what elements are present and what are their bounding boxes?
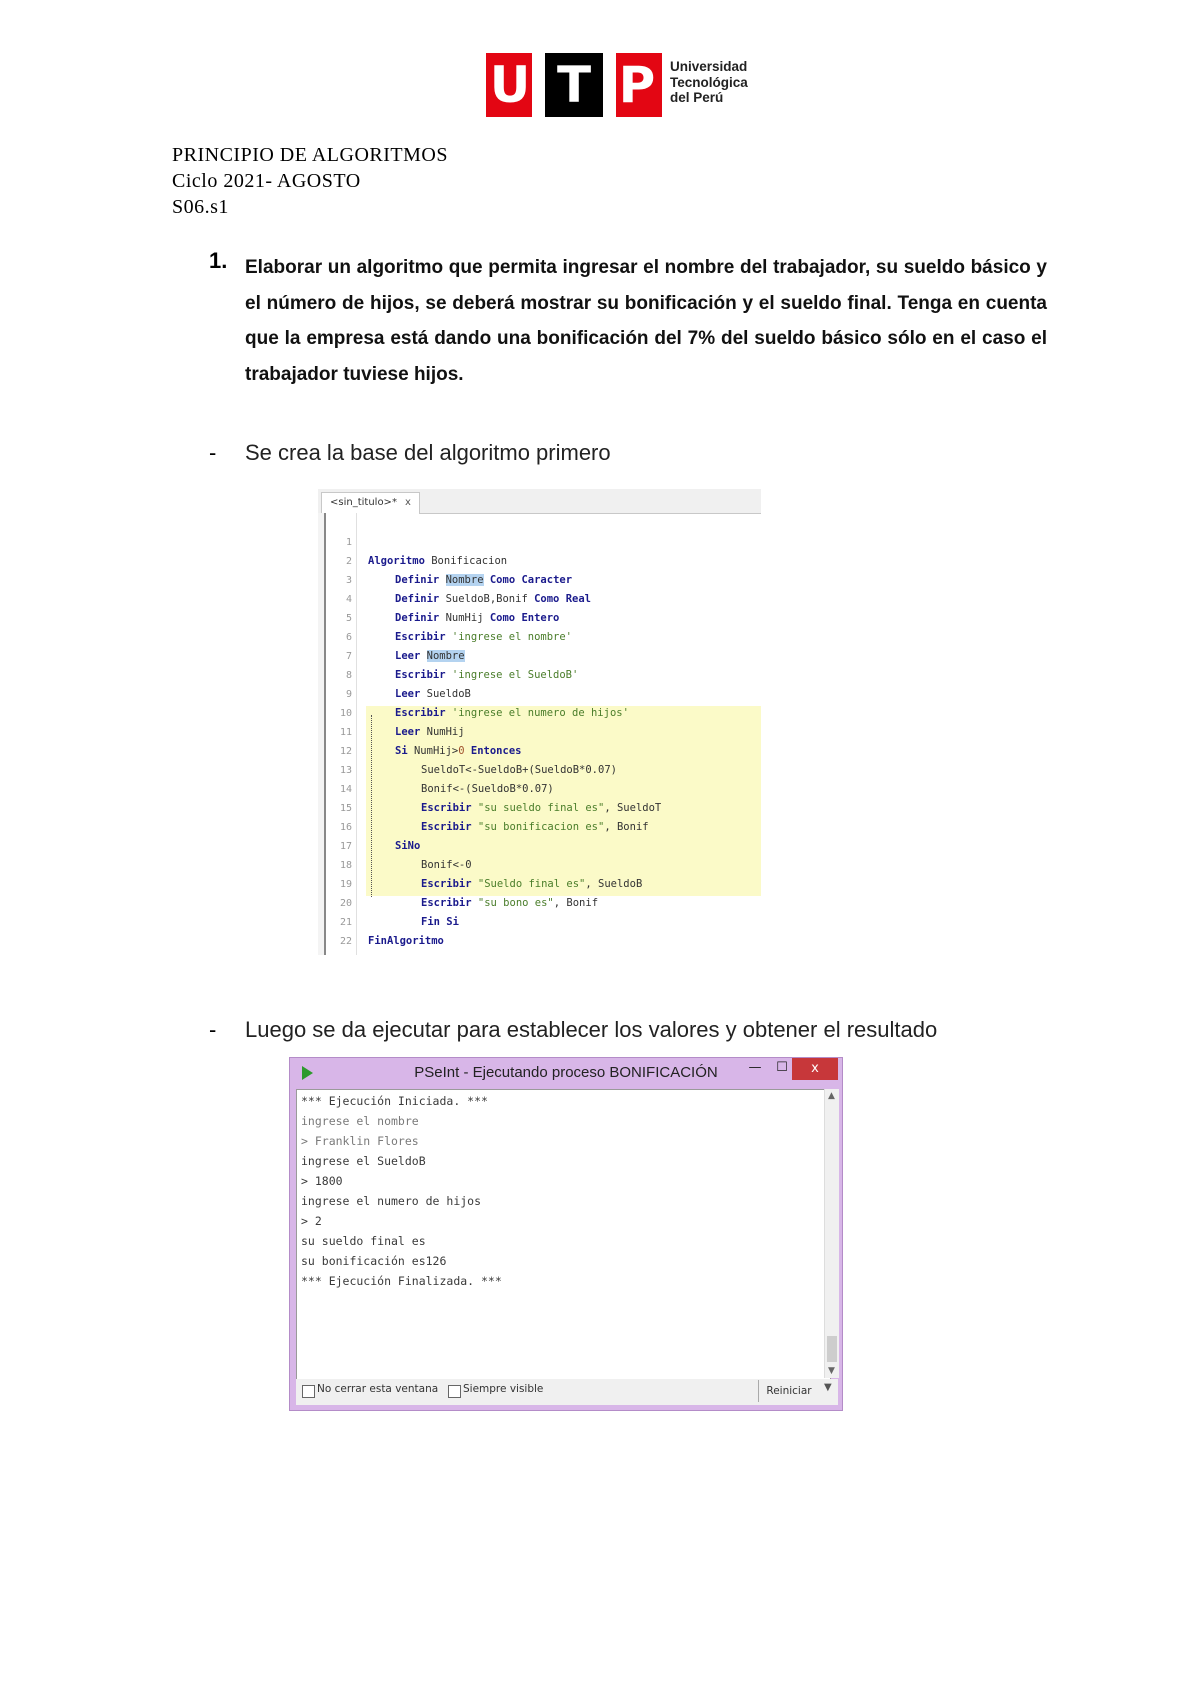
code-keyword: Como Entero bbox=[489, 612, 560, 624]
code-keyword: Escribir bbox=[421, 878, 472, 890]
editor-tab-bar bbox=[318, 489, 761, 514]
line-number: 19 bbox=[339, 879, 352, 890]
window-titlebar[interactable] bbox=[290, 1058, 842, 1088]
console-line: > Franklin Flores bbox=[301, 1134, 419, 1148]
course-title: PRINCIPIO DE ALGORITMOS bbox=[172, 144, 448, 166]
console-line: > 2 bbox=[301, 1214, 322, 1228]
bullet-dash: - bbox=[209, 440, 217, 465]
code-keyword: Como Real bbox=[534, 593, 591, 605]
code-string: "su bonificacion es" bbox=[471, 821, 605, 833]
code-line bbox=[318, 514, 761, 567]
console-line: > 1800 bbox=[301, 1174, 343, 1188]
code-string: 'ingrese el numero de hijos' bbox=[445, 707, 629, 719]
console-line: su bonificación es126 bbox=[301, 1254, 447, 1268]
line-number: 2 bbox=[345, 556, 352, 567]
line-number: 7 bbox=[345, 651, 352, 662]
line-number: 14 bbox=[339, 784, 352, 795]
line-number: 12 bbox=[339, 746, 352, 757]
chevron-up-icon[interactable]: ▲ bbox=[828, 1091, 835, 1101]
line-number: 3 bbox=[345, 575, 352, 586]
line-number: 13 bbox=[339, 765, 352, 776]
code-text: NumHij bbox=[439, 612, 490, 624]
line-number: 4 bbox=[345, 594, 352, 605]
cycle-label: Ciclo 2021- AGOSTO bbox=[172, 170, 361, 192]
keep-open-checkbox[interactable] bbox=[302, 1385, 315, 1398]
code-keyword: Escribir bbox=[395, 707, 446, 719]
code-keyword: Escribir bbox=[421, 897, 472, 909]
tab-sin-titulo[interactable] bbox=[321, 492, 420, 514]
code-text: SueldoB,Bonif bbox=[439, 593, 535, 605]
always-visible-label[interactable]: Siempre visible bbox=[463, 1383, 544, 1395]
close-icon[interactable]: x bbox=[404, 497, 411, 508]
code-string: 'ingrese el nombre' bbox=[445, 631, 573, 643]
chevron-down-icon[interactable]: ▼ bbox=[824, 1382, 832, 1393]
logo-university-name bbox=[662, 59, 748, 106]
minimize-button[interactable]: — bbox=[748, 1060, 762, 1075]
keep-open-label[interactable]: No cerrar esta ventana bbox=[317, 1383, 439, 1395]
line-number: 22 bbox=[339, 936, 352, 947]
logo-letter-t: T bbox=[556, 56, 592, 114]
line-number: 5 bbox=[345, 613, 352, 624]
code-text: SueldoT<-SueldoB+(SueldoB*0.07) bbox=[421, 764, 617, 776]
line-number: 8 bbox=[345, 670, 352, 681]
pseint-console-window bbox=[289, 1057, 843, 1411]
console-footer bbox=[296, 1379, 838, 1405]
code-keyword: Definir bbox=[395, 612, 440, 624]
code-text: , Bonif bbox=[553, 897, 599, 909]
logo-line-2: Tecnológica bbox=[670, 74, 748, 90]
code-keyword: Leer bbox=[395, 688, 421, 700]
window-title: PSeInt - Ejecutando proceso BONIFICACIÓN bbox=[414, 1064, 718, 1081]
code-keyword: Si bbox=[395, 745, 408, 757]
console-line: *** Ejecución Iniciada. *** bbox=[301, 1094, 488, 1108]
chevron-down-icon[interactable]: ▼ bbox=[828, 1366, 835, 1376]
code-text: Bonif<-0 bbox=[421, 859, 472, 871]
line-number: 20 bbox=[339, 898, 352, 909]
code-keyword: Escribir bbox=[421, 802, 472, 814]
code-keyword: SiNo bbox=[395, 840, 421, 852]
console-line: ingrese el nombre bbox=[301, 1114, 419, 1128]
line-number: 6 bbox=[345, 632, 352, 643]
tab-label: <sin_titulo>* bbox=[330, 497, 397, 508]
code-text: NumHij bbox=[420, 726, 465, 738]
bullet-text-2: Luego se da ejecutar para establecer los valores y obtener el resultado bbox=[245, 1017, 938, 1042]
code-selected-text: Nombre bbox=[426, 650, 465, 662]
code-text: Bonificacion bbox=[424, 555, 508, 567]
code-keyword: Definir bbox=[395, 593, 440, 605]
always-visible-checkbox[interactable] bbox=[448, 1385, 461, 1398]
code-keyword: Leer bbox=[395, 726, 421, 738]
code-keyword: Como Caracter bbox=[489, 574, 573, 586]
code-number: 0 bbox=[458, 745, 465, 757]
question-text: Elaborar un algoritmo que permita ingresar el nombre del trabajador, su sueldo básico y el número de hijos, se deberá mostrar su bonificación y el sueldo final. Tenga en cuenta que la empresa está dando una bonificación del 7% del sueldo básico sólo en el caso el trabajador tuviese hijos. bbox=[245, 257, 1047, 385]
line-number: 9 bbox=[345, 689, 352, 700]
console-output[interactable] bbox=[296, 1089, 831, 1380]
session-label: S06.s1 bbox=[172, 196, 229, 218]
line-number: 11 bbox=[339, 727, 352, 738]
code-text: , SueldoT bbox=[604, 802, 662, 814]
logo-letter-p: P bbox=[618, 56, 656, 114]
pseint-editor-screenshot bbox=[318, 489, 761, 955]
code-selected-text: Nombre bbox=[445, 574, 484, 586]
code-string: "su sueldo final es" bbox=[471, 802, 605, 814]
code-text: , Bonif bbox=[604, 821, 649, 833]
code-keyword: Escribir bbox=[421, 821, 472, 833]
line-number: 18 bbox=[339, 860, 352, 871]
line-number: 1 bbox=[345, 537, 352, 548]
code-keyword: FinAlgoritmo bbox=[368, 935, 444, 947]
console-line: ingrese el numero de hijos bbox=[301, 1194, 482, 1208]
question-number: 1. bbox=[209, 248, 228, 273]
code-text: SueldoB bbox=[420, 688, 471, 700]
code-keyword: Fin Si bbox=[421, 916, 459, 928]
line-number: 17 bbox=[339, 841, 352, 852]
maximize-button[interactable]: ☐ bbox=[776, 1060, 788, 1075]
restart-button[interactable]: Reiniciar bbox=[758, 1380, 819, 1402]
scrollbar-thumb[interactable] bbox=[827, 1336, 837, 1362]
bullet-text-1: Se crea la base del algoritmo primero bbox=[245, 440, 611, 465]
console-line: su sueldo final es bbox=[301, 1234, 426, 1248]
logo-line-3: del Perú bbox=[670, 90, 724, 105]
logo-separator bbox=[532, 53, 545, 117]
code-string: "Sueldo final es" bbox=[471, 878, 586, 890]
utp-logo bbox=[486, 53, 748, 117]
vertical-scrollbar[interactable] bbox=[824, 1089, 839, 1378]
logo-line-1: Universidad bbox=[670, 59, 748, 74]
line-number: 10 bbox=[339, 708, 352, 719]
line-number: 15 bbox=[339, 803, 352, 814]
code-text: NumHij> bbox=[407, 745, 459, 757]
code-keyword: Escribir bbox=[395, 631, 446, 643]
code-keyword: Algoritmo bbox=[368, 555, 425, 567]
console-line: ingrese el SueldoB bbox=[301, 1154, 426, 1168]
code-string: 'ingrese el SueldoB' bbox=[445, 669, 579, 681]
code-keyword: Escribir bbox=[395, 669, 446, 681]
code-text: Bonif<-(SueldoB*0.07) bbox=[421, 783, 554, 795]
code-keyword: Leer bbox=[395, 650, 421, 662]
logo-letter-u: U bbox=[489, 56, 531, 114]
code-keyword: Entonces bbox=[464, 745, 522, 757]
code-text: , SueldoB bbox=[585, 878, 643, 890]
close-button[interactable]: x bbox=[792, 1058, 838, 1080]
console-line: *** Ejecución Finalizada. *** bbox=[301, 1274, 502, 1288]
line-number: 21 bbox=[339, 917, 352, 928]
code-string: "su bono es" bbox=[471, 897, 554, 909]
code-keyword: Definir bbox=[395, 574, 440, 586]
line-number: 16 bbox=[339, 822, 352, 833]
bullet-dash: - bbox=[209, 1017, 217, 1042]
